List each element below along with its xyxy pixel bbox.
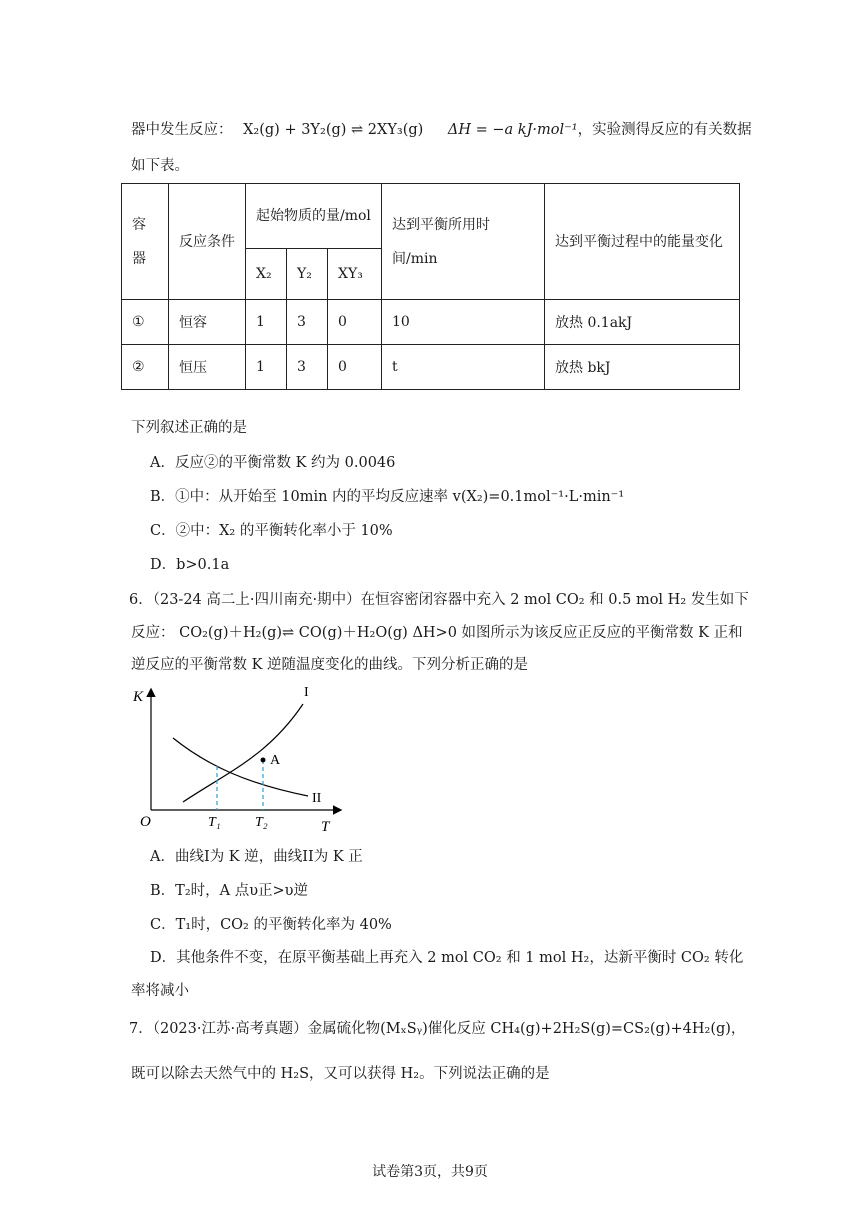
row-condition: 恒容 (169, 300, 246, 345)
sub-y2: Y₂ (287, 249, 328, 300)
row-y2: 3 (287, 300, 328, 345)
t1-label: T₁ (208, 815, 221, 830)
row-condition: 恒压 (169, 345, 246, 390)
q5-stem: 下列叙述正确的是 (131, 420, 247, 436)
row-xy3: 0 (328, 345, 382, 390)
q7-stem-line-1: 7．（2023·江苏·高考真题）金属硫化物(MₓSᵧ)催化反应 CH₄(g)+2H₂S(g)=CS₂(g)+4H₂(g)， (129, 1021, 746, 1037)
intro-line-1 (131, 118, 752, 139)
q6-stem-line-2: 反应： CO₂(g)＋H₂(g)⇌ CO(g)＋H₂O(g) ΔH>0 如图所示为该反应正反应的平衡常数 K 正和 (131, 625, 743, 641)
q6-stem-line-3: 逆反应的平衡常数 K 逆随温度变化的曲线。下列分析正确的是 (131, 657, 529, 673)
header-container: 容器 (122, 184, 169, 300)
sub-x2: X₂ (246, 249, 287, 300)
row-xy3: 0 (328, 300, 382, 345)
row-energy: 放热 0.1akJ (545, 300, 740, 345)
page-footer: 试卷第3页，共9页 (372, 1164, 488, 1180)
point-a (261, 758, 266, 763)
t2-label: T₂ (255, 815, 268, 830)
row-id: ② (122, 345, 169, 390)
sub-xy3: XY₃ (328, 249, 382, 300)
row-id: ① (122, 300, 169, 345)
k-vs-t-graph (128, 684, 358, 836)
q5-option-b[interactable]: B．①中：从开始至 10min 内的平均反应速率 v(X₂)=0.1mol⁻¹·L·min⁻¹ (150, 489, 625, 505)
q6-stem-line-1: 6．（23-24 高二上·四川南充·期中）在恒容密闭容器中充入 2 mol CO₂ 和 0.5 mol H₂ 发生如下 (129, 592, 749, 608)
intro-line-2: 如下表。 (131, 158, 189, 174)
q6-option-d-cont: 率将减小 (131, 983, 189, 999)
q5-option-a[interactable]: A．反应②的平衡常数 K 约为 0.0046 (150, 455, 396, 471)
curve-i-label: I (304, 685, 309, 700)
header-time: 达到平衡所用时间/min (382, 184, 545, 300)
enthalpy: ΔH = −a kJ·mol⁻¹ (447, 122, 578, 138)
y-axis-label: K (133, 689, 144, 705)
equation: X₂(g) + 3Y₂(g) ⇌ 2XY₃(g) (243, 122, 424, 138)
curve-ii (173, 738, 308, 796)
row-x2: 1 (246, 300, 287, 345)
row-energy: 放热 bkJ (545, 345, 740, 390)
point-a-label: A (270, 753, 281, 768)
curve-ii-label: II (312, 791, 322, 806)
row-x2: 1 (246, 345, 287, 390)
q5-option-d[interactable]: D．b>0.1a (150, 557, 230, 573)
header-energy: 达到平衡过程中的能量变化 (545, 184, 740, 300)
header-start-amount: 起始物质的量/mol (246, 184, 382, 249)
curve-i (183, 704, 303, 802)
x-axis-label: T (321, 819, 330, 835)
q6-option-c[interactable]: C．T₁时，CO₂ 的平衡转化率为 40% (150, 917, 392, 933)
row-time: t (382, 345, 545, 390)
row-y2: 3 (287, 345, 328, 390)
q6-option-d[interactable]: D．其他条件不变，在原平衡基础上再充入 2 mol CO₂ 和 1 mol H₂，达新平衡时 CO₂ 转化 (150, 950, 744, 966)
header-condition: 反应条件 (169, 184, 246, 300)
origin-label: O (140, 814, 151, 830)
row-time: 10 (382, 300, 545, 345)
table-row (122, 300, 740, 345)
table-row (122, 345, 740, 390)
q6-option-b[interactable]: B．T₂时，A 点υ正>υ逆 (150, 883, 308, 899)
data-table (121, 183, 740, 390)
q7-stem-line-2: 既可以除去天然气中的 H₂S，又可以获得 H₂。下列说法正确的是 (131, 1066, 550, 1082)
q5-option-c[interactable]: C．②中：X₂ 的平衡转化率小于 10% (150, 523, 393, 539)
intro-suffix: ，实验测得反应的有关数据 (577, 122, 752, 138)
q6-option-a[interactable]: A．曲线I为 K 逆，曲线II为 K 正 (150, 849, 363, 865)
intro-prefix: 器中发生反应： (131, 122, 233, 138)
